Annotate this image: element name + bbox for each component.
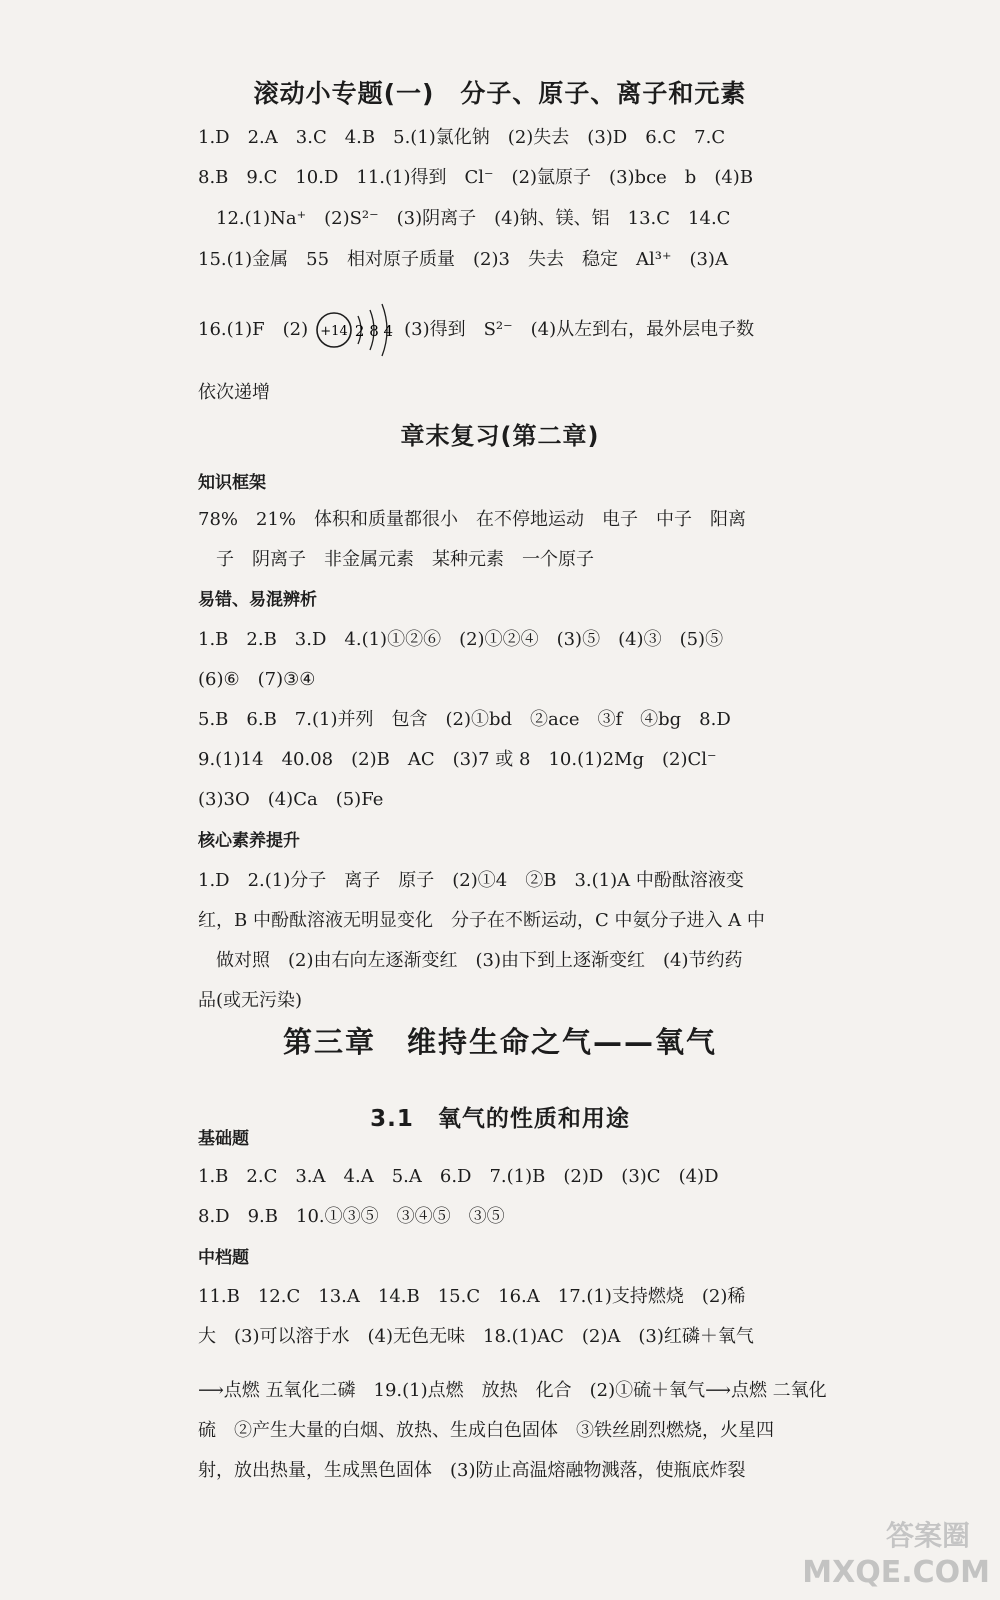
answer-line: 9.(1)14 40.08 (2)B AC (3)7 或 8 10.(1)2Mg (2)Cl⁻ — [198, 749, 717, 770]
nucleus-label: +14 — [320, 324, 348, 339]
watermark-url: MXQE.COM — [802, 1555, 990, 1590]
answer-line: 射，放出热量，生成黑色固体 (3)防止高温熔融物溅落，使瓶底炸裂 — [198, 1460, 746, 1481]
section-title-chapter2-review: 章末复习(第二章) — [400, 422, 600, 450]
answer-line: 1.B 2.C 3.A 4.A 5.A 6.D 7.(1)B (2)D (3)C (4)D — [198, 1166, 719, 1187]
section-title-3-1: 3.1 氧气的性质和用途 — [370, 1106, 630, 1132]
answer-line: (6)⑥ (7)③④ — [198, 669, 316, 690]
answer-line: 78% 21% 体积和质量都很小 在不停地运动 电子 中子 阳离 — [198, 509, 747, 530]
answer-line: 红，B 中酚酞溶液无明显变化 分子在不断运动，C 中氨分子进入 A 中 — [198, 910, 765, 931]
watermark-logo: 答案圈 — [885, 1519, 970, 1552]
section-title-topic-1: 滚动小专题(一) 分子、原子、离子和元素 — [253, 79, 747, 108]
answer-line: 做对照 (2)由右向左逐渐变红 (3)由下到上逐渐变红 (4)节约药 — [216, 950, 743, 971]
answer-line: 硫 ②产生大量的白烟、放热、生成白色固体 ③铁丝剧烈燃烧，火星四 — [198, 1420, 774, 1441]
silicon-atom-diagram — [312, 310, 400, 350]
answer-line: 5.B 6.B 7.(1)并列 包含 (2)①bd ②ace ③f ④bg 8.D — [198, 709, 731, 730]
heading-knowledge-framework: 知识框架 — [198, 473, 266, 493]
answer-line: 大 (3)可以溶于水 (4)无色无味 18.(1)AC (2)A (3)红磷＋氧气 — [198, 1326, 754, 1347]
answer-line: 11.B 12.C 13.A 14.B 15.C 16.A 17.(1)支持燃烧 (2)稀 — [198, 1286, 746, 1307]
answer-line: 8.D 9.B 10.①③⑤ ③④⑤ ③⑤ — [198, 1206, 505, 1227]
heading-basic: 基础题 — [198, 1129, 249, 1149]
shell-electrons: 2 8 4 — [355, 322, 394, 340]
answer-line: ⟶点燃 五氧化二磷 19.(1)点燃 放热 化合 (2)①硫＋氧气⟶点燃 二氧化 — [198, 1380, 827, 1401]
answer-line: 依次递增 — [198, 382, 270, 403]
answer-line: 8.B 9.C 10.D 11.(1)得到 Cl⁻ (2)氩原子 (3)bce b (4)B — [198, 167, 754, 188]
answer-line: 品(或无污染) — [198, 990, 303, 1011]
answer-line: (3)3O (4)Ca (5)Fe — [198, 789, 384, 810]
answer-line: 1.B 2.B 3.D 4.(1)①②⑥ (2)①②④ (3)⑤ (4)③ (5)⑤ — [198, 629, 724, 650]
answer-line: 子 阴离子 非金属元素 某种元素 一个原子 — [216, 549, 594, 570]
q16-after: (3)得到 S²⁻ (4)从左到右，最外层电子数 — [404, 319, 755, 340]
chapter-title-3: 第三章 维持生命之气——氧气 — [282, 1025, 717, 1059]
answer-line: 12.(1)Na⁺ (2)S²⁻ (3)阴离子 (4)钠、镁、铝 13.C 14.C — [216, 208, 731, 229]
answer-line: 15.(1)金属 55 相对原子质量 (2)3 失去 稳定 Al³⁺ (3)A — [198, 249, 728, 270]
heading-intermediate: 中档题 — [198, 1248, 249, 1268]
heading-core-literacy: 核心素养提升 — [198, 831, 300, 851]
answer-line-q16 — [198, 310, 754, 350]
answer-line: 1.D 2.A 3.C 4.B 5.(1)氯化钠 (2)失去 (3)D 6.C 7.C — [198, 127, 726, 148]
answer-line: 1.D 2.(1)分子 离子 原子 (2)①4 ②B 3.(1)A 中酚酞溶液变 — [198, 870, 744, 891]
q16-before: 16.(1)F (2) — [198, 319, 309, 340]
heading-error-analysis: 易错、易混辨析 — [198, 590, 317, 610]
